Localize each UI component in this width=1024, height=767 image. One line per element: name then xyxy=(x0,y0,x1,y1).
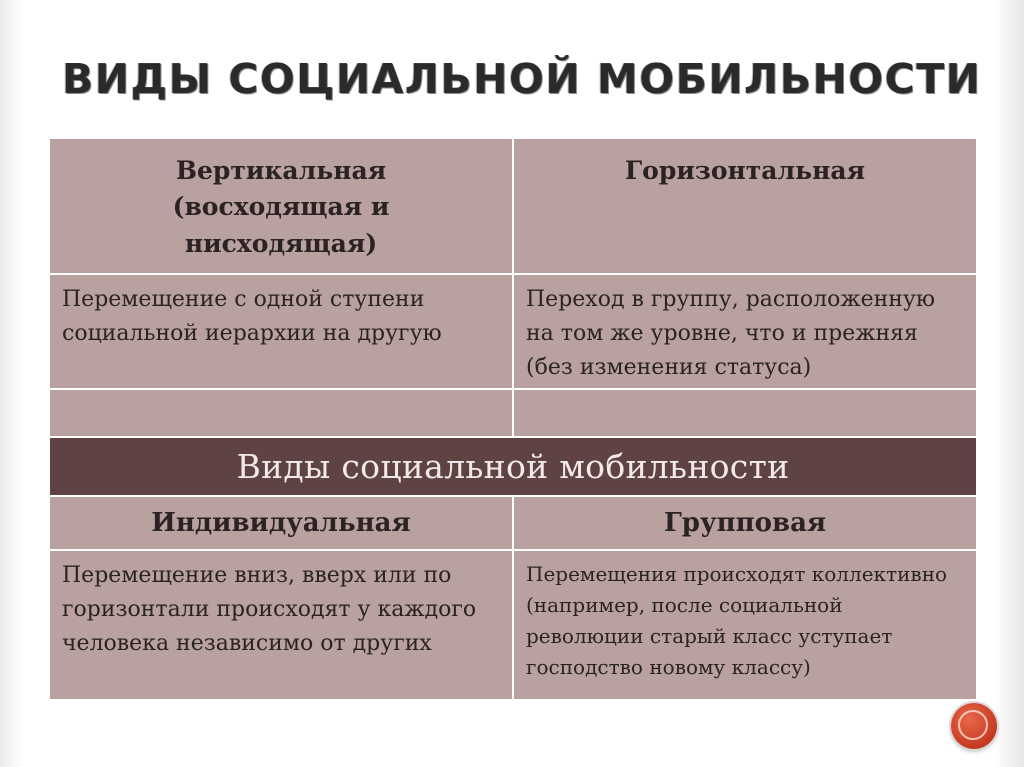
description-individual: Перемещение вниз, вверх или по горизонтали происходят у каждого человека независимо от других xyxy=(50,551,512,699)
description-group: Перемещения происходят коллективно (например, после социальной революции старый класс уступает господство новому классу) xyxy=(514,551,976,699)
description-vertical: Перемещение с одной ступени социальной иерархии на другую xyxy=(50,275,512,388)
section-band: Виды социальной мобильности xyxy=(50,438,976,495)
empty-cell-right xyxy=(514,390,976,436)
mobility-table xyxy=(50,139,974,689)
header-group: Групповая xyxy=(514,497,976,549)
description-horizontal: Переход в группу, расположенную на том же уровне, что и прежняя (без изменения статуса) xyxy=(514,275,976,388)
slide-right-shadow xyxy=(994,0,1024,767)
header-horizontal: Горизонтальная xyxy=(514,139,976,273)
slide-left-shadow xyxy=(0,0,22,767)
header-individual: Индивидуальная xyxy=(50,497,512,549)
header-vertical: Вертикальная (восходящая и нисходящая) xyxy=(50,139,512,273)
red-circle-icon[interactable] xyxy=(951,703,997,749)
slide-title: ВИДЫ СОЦИАЛЬНОЙ МОБИЛЬНОСТИ xyxy=(62,55,982,103)
empty-cell-left xyxy=(50,390,512,436)
